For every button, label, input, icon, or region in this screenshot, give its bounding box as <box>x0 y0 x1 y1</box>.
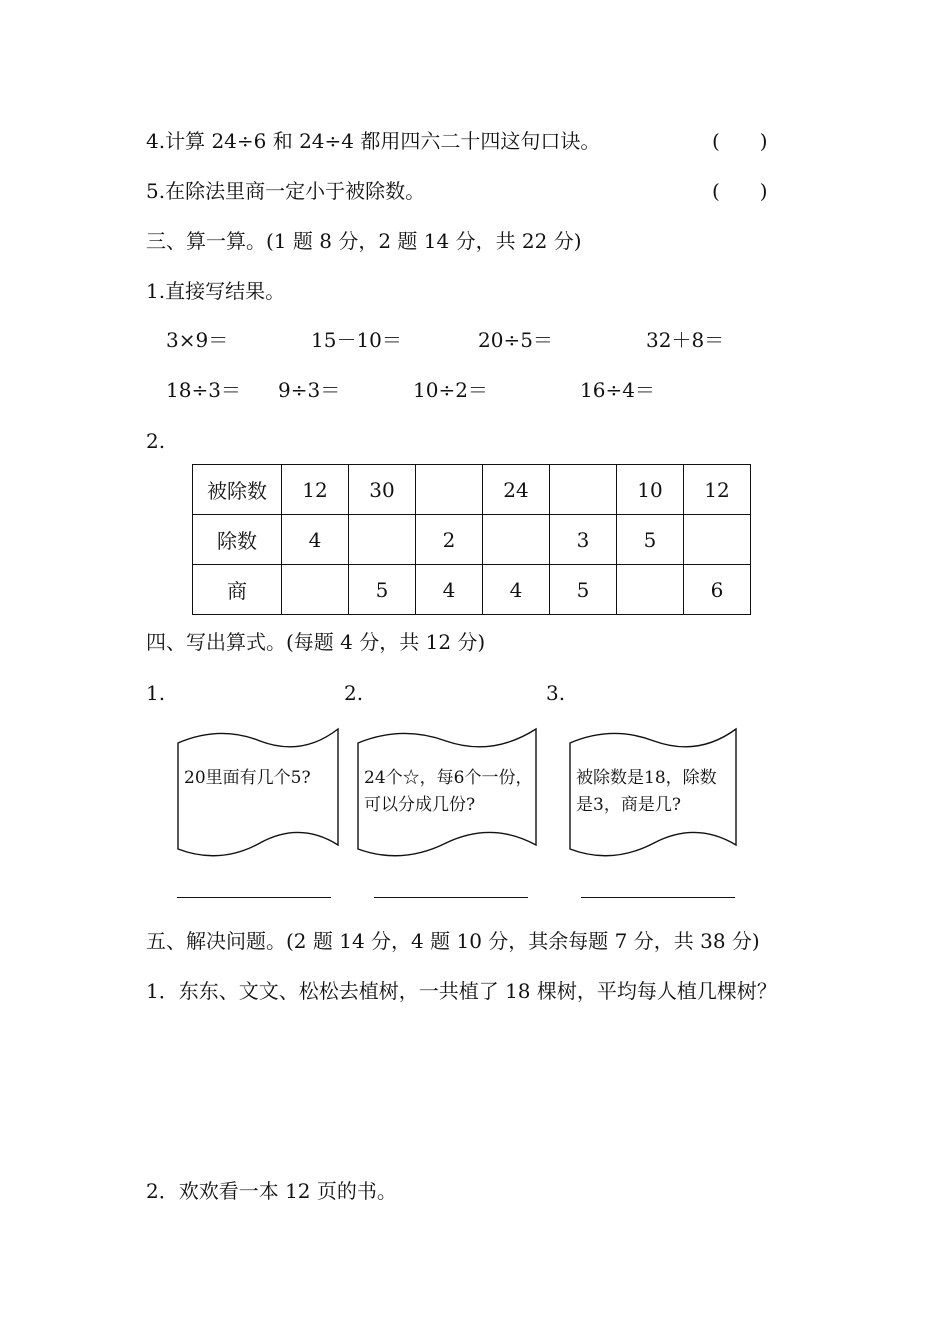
table-cell[interactable]: 12 <box>684 465 751 515</box>
table-cell[interactable] <box>684 515 751 565</box>
judge-answer-paren-5[interactable]: ( ) <box>712 179 768 203</box>
section4-q1-number: 1. <box>146 681 166 705</box>
row-header-dividend: 被除数 <box>193 465 282 515</box>
table-cell[interactable] <box>416 465 483 515</box>
table-cell[interactable]: 5 <box>550 565 617 615</box>
judge-item-5: 5.在除法里商一定小于被除数。 <box>146 179 426 203</box>
table-cell[interactable]: 4 <box>282 515 349 565</box>
section4-q2-number: 2. <box>344 681 364 705</box>
table-row-dividend <box>193 465 751 515</box>
scroll-shape-icon <box>174 727 346 867</box>
calc-item: 18÷3＝ <box>166 378 241 402</box>
scroll-text-line: 被除数是18，除数 <box>576 768 717 788</box>
scroll-card-1 <box>174 727 346 867</box>
answer-line-1[interactable] <box>177 897 331 898</box>
section5-title: 五、解决问题。(2 题 14 分，4 题 10 分，其余每题 7 分，共 38 分) <box>146 929 760 953</box>
judge-item-4: 4.计算 24÷6 和 24÷4 都用四六二十四这句口诀。 <box>146 129 601 153</box>
calc-item: 32＋8＝ <box>646 328 725 352</box>
table-cell[interactable] <box>349 515 416 565</box>
table-cell[interactable] <box>282 565 349 615</box>
judge-answer-paren-4[interactable]: ( ) <box>712 129 768 153</box>
table-row-quotient <box>193 565 751 615</box>
table-cell[interactable]: 6 <box>684 565 751 615</box>
table-cell[interactable]: 30 <box>349 465 416 515</box>
table-cell[interactable] <box>550 465 617 515</box>
section3-q2-label: 2. <box>146 429 166 453</box>
scroll-text <box>364 765 533 819</box>
table-cell[interactable] <box>483 515 550 565</box>
section3-q1-label: 1.直接写结果。 <box>146 279 286 303</box>
scroll-text <box>184 765 344 792</box>
calc-item: 3×9＝ <box>166 328 229 352</box>
row-header-quotient: 商 <box>193 565 282 615</box>
table-cell[interactable] <box>617 565 684 615</box>
division-table <box>192 464 751 615</box>
table-cell[interactable]: 24 <box>483 465 550 515</box>
section4-title: 四、写出算式。(每题 4 分，共 12 分) <box>146 630 486 654</box>
calc-item: 15－10＝ <box>311 328 402 352</box>
table-cell[interactable]: 3 <box>550 515 617 565</box>
calc-item: 16÷4＝ <box>580 378 655 402</box>
table-cell[interactable]: 4 <box>416 565 483 615</box>
scroll-text-line: 24个☆，每6个一份， <box>364 768 533 788</box>
scroll-text-line: 20里面有几个5? <box>184 768 311 788</box>
table-cell[interactable]: 5 <box>617 515 684 565</box>
calc-item: 10÷2＝ <box>413 378 488 402</box>
scroll-text-line: 是3，商是几? <box>576 795 681 815</box>
table-cell[interactable]: 5 <box>349 565 416 615</box>
scroll-card-2 <box>354 727 533 867</box>
row-header-divisor: 除数 <box>193 515 282 565</box>
answer-line-2[interactable] <box>374 897 528 898</box>
calc-item: 9÷3＝ <box>278 378 341 402</box>
table-cell[interactable]: 2 <box>416 515 483 565</box>
table-cell[interactable]: 10 <box>617 465 684 515</box>
section5-q1: 1．东东、文文、松松去植树，一共植了 18 棵树，平均每人植几棵树？ <box>146 979 777 1003</box>
table-cell[interactable]: 4 <box>483 565 550 615</box>
section3-title: 三、算一算。(1 题 8 分，2 题 14 分，共 22 分) <box>146 229 582 253</box>
table-cell[interactable]: 12 <box>282 465 349 515</box>
answer-line-3[interactable] <box>581 897 735 898</box>
scroll-text-line: 可以分成几份? <box>364 795 476 815</box>
scroll-text <box>576 765 736 819</box>
section5-q2: 2．欢欢看一本 12 页的书。 <box>146 1179 397 1203</box>
scroll-card-3 <box>566 727 738 867</box>
table-row-divisor <box>193 515 751 565</box>
section4-q3-number: 3. <box>546 681 566 705</box>
calc-item: 20÷5＝ <box>478 328 553 352</box>
